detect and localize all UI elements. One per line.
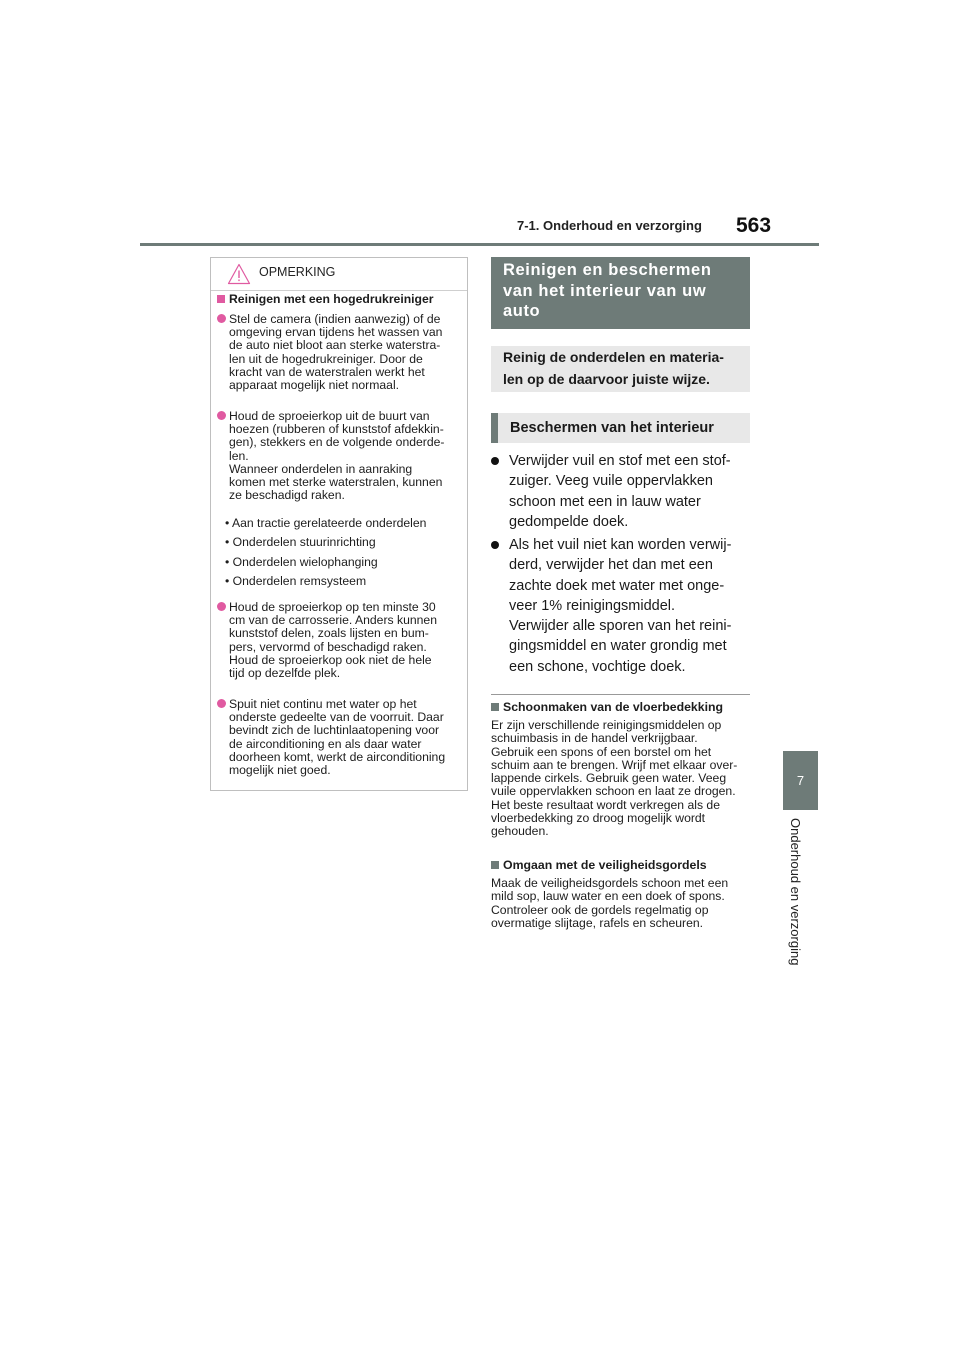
bullet-dot-icon xyxy=(217,411,226,420)
lead-text: Reinig de onderdelen en materia- len op de daarvoor juiste wijze. xyxy=(491,346,750,392)
notice-header xyxy=(211,258,467,291)
list-item: • Onderdelen remsysteem xyxy=(225,574,367,588)
section-title: Reinigen en beschermen van het interieur van uw auto xyxy=(491,257,750,329)
paragraph: Maak de veiligheidsgordels schoon met een mild sop, lauw water en een doek of spons. Controleer ook de gordels regelmatig op overmatige slijtage, rafels en scheuren. xyxy=(491,876,729,930)
divider xyxy=(491,694,750,695)
notice-box: OPMERKING Reinigen met een hogedrukreiniger Stel de camera (indien aanwezig) of de omgeving ervan tijdens het wassen van de auto niet bloot aan sterke waterstra- len uit de hogedrukreiniger. Door de kracht van de waterstralen werkt het apparaat mogelijk niet normaal. Houd de sproeierkop uit de buurt van hoezen (rubberen of kunststof afdekkin- gen), stekkers en de volgende onderde- len. Wanneer onderdelen in aanraking komen met sterke waterstralen, kunnen ze beschadigd raken. • Aan tractie gerelateerde onderdelen • Onderdelen stuurinrichting • Onderdelen wielophanging • Onderdelen remsysteem Houd de sproeierkop op ten minste 30 cm van de carrosserie. Anders kunnen kunststof delen, zoals lijsten en bum- pers, vervormd of beschadigd raken. Houd de sproeierkop ook niet de hele tijd op dezelfde plek. Spuit niet continu met water op het onderste gedeelte van de voorruit. Daar bevindt zich de luchtinlaatopening voor de airconditioning en als daar water doorheen komt, werkt de airconditioning mogelijk niet goed. xyxy=(210,257,468,791)
list-item: • Onderdelen wielophanging xyxy=(225,555,378,569)
paragraph: Er zijn verschillende reinigingsmiddelen op schuimbasis in de handel verkrijgbaar. Gebruik een spons of een borstel om het schuim aan te brengen. Wrijf met elkaar over- lappende cirkels. Gebruik geen water. Veeg vuile oppervlakken schoon en laat ze drogen. Het beste resultaat wordt verkregen als de vloerbedekking zo droog mogelijk wordt gehouden. xyxy=(491,718,738,839)
subsection-heading: Schoonmaken van de vloerbedekking xyxy=(491,700,723,714)
bullet-dot-icon xyxy=(217,699,226,708)
notice-title: OPMERKING xyxy=(259,265,336,279)
bullet-dot-icon xyxy=(491,457,499,465)
section-header: 7-1. Onderhoud en verzorging xyxy=(517,218,702,233)
chapter-tab[interactable] xyxy=(783,751,818,810)
bullet-dot-icon xyxy=(217,602,226,611)
page-number: 563 xyxy=(736,214,772,237)
bullet-dot-icon xyxy=(217,314,226,323)
subsection-title: Beschermen van het interieur xyxy=(491,413,750,443)
bullet-dot-icon xyxy=(491,541,499,549)
chapter-number: 7 xyxy=(796,773,805,788)
list-item: • Aan tractie gerelateerde onderdelen xyxy=(225,516,427,530)
header-rule xyxy=(140,243,819,246)
list-item: • Onderdelen stuurinrichting xyxy=(225,535,376,549)
warning-triangle-icon xyxy=(227,263,251,285)
subsection-heading: Omgaan met de veiligheidsgordels xyxy=(491,858,707,872)
chapter-title: Onderhoud en verzorging xyxy=(788,818,803,966)
